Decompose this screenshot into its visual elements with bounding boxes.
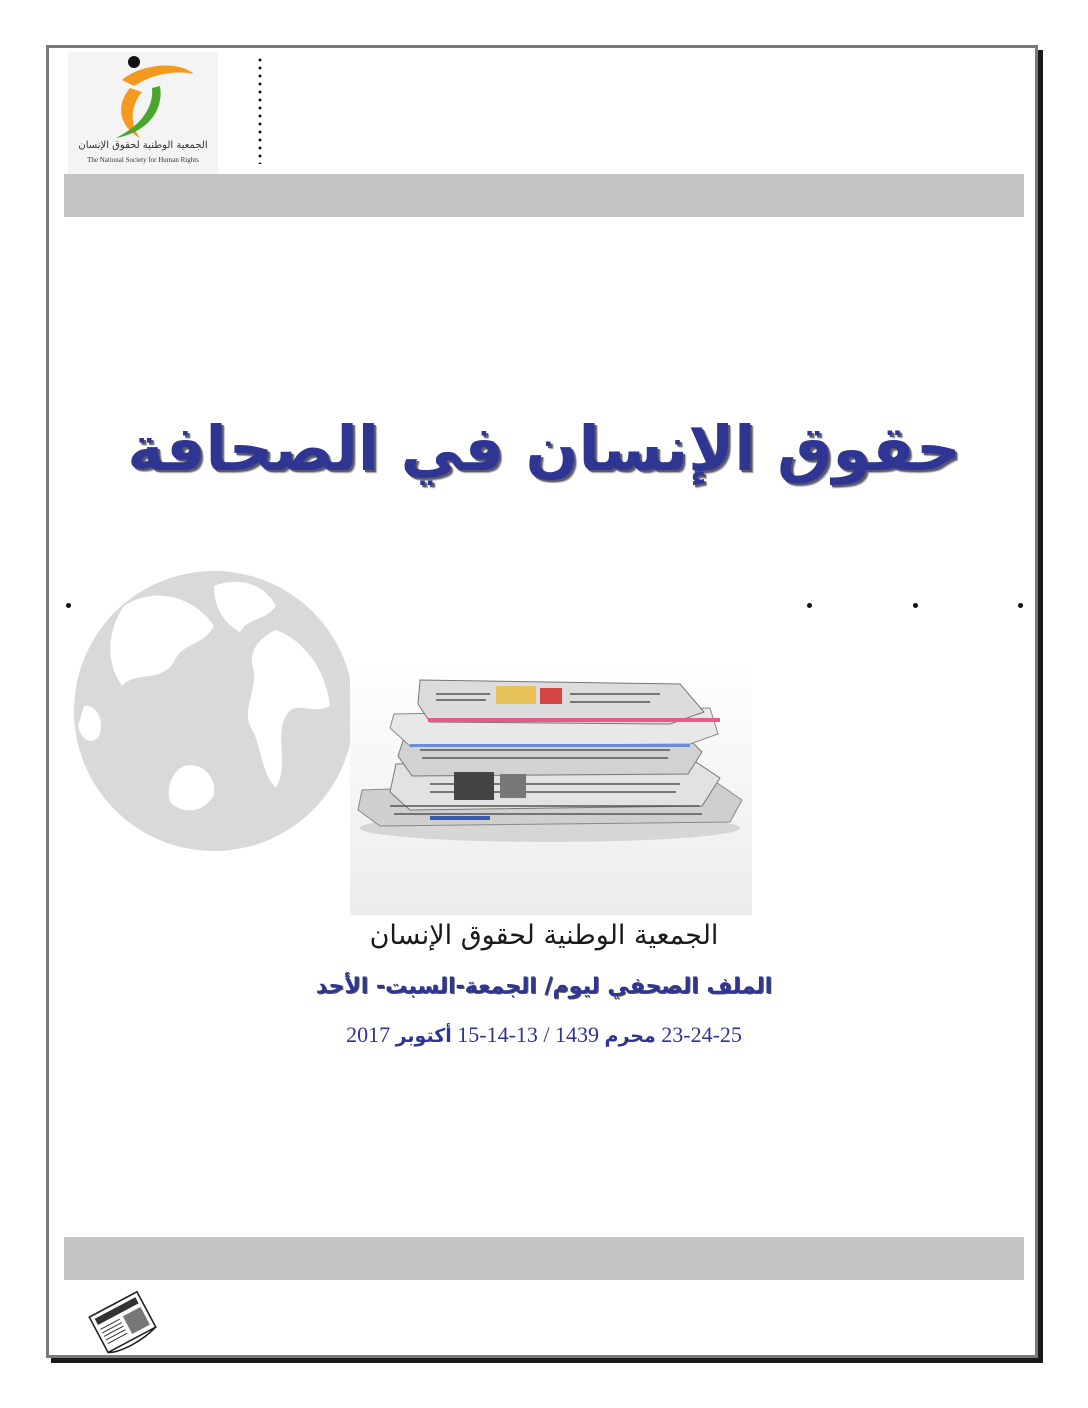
decorative-dot [1018, 603, 1023, 608]
newspaper-stack-image [350, 660, 752, 915]
organization-name: الجمعية الوطنية لحقوق الإنسان [369, 920, 719, 951]
nshr-logo [68, 52, 218, 178]
header-band [64, 174, 1024, 217]
dotted-separator [258, 56, 262, 164]
logo-figure-icon [68, 52, 218, 142]
decorative-dot [807, 603, 812, 608]
hijri-year: 1439 [555, 1022, 600, 1047]
gregorian-month: أكتوبر [395, 1025, 452, 1047]
page-title: حقوق الإنسان في الصحافة [127, 412, 961, 485]
globe-icon [64, 566, 354, 851]
hijri-days: 23-24-25 [661, 1022, 742, 1047]
logo-arabic-text: الجمعية الوطنية لحقوق الإنسان [78, 140, 208, 151]
hijri-month: محرم [604, 1025, 656, 1047]
gregorian-days: 13-14-15 [457, 1022, 538, 1047]
logo-english-text: The National Society for Human Rights [87, 156, 199, 164]
decorative-dot [913, 603, 918, 608]
newspaper-icon [82, 1290, 164, 1356]
press-file-subtitle: الملف الصحفي ليوم/ الجمعة-السبت- الأحد [315, 974, 773, 999]
gregorian-year: 2017 [346, 1022, 391, 1047]
date-line [0, 1022, 1088, 1048]
footer-band [64, 1237, 1024, 1280]
date-separator: / [543, 1022, 550, 1047]
